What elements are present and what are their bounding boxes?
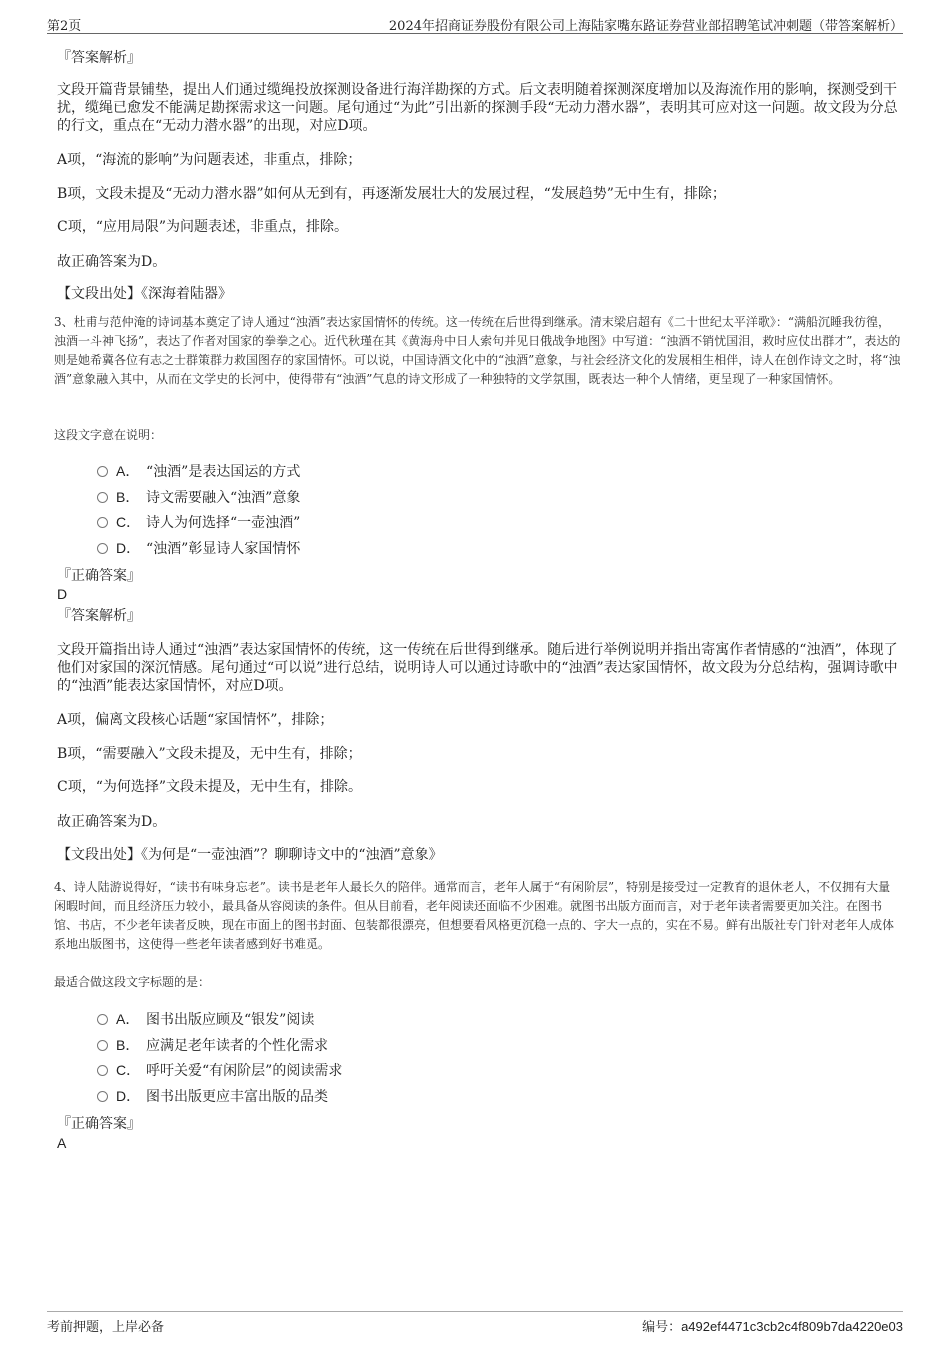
question-4-option-a[interactable]: [97, 1009, 314, 1029]
option-text: 图书出版更应丰富出版的品类: [146, 1089, 328, 1105]
question-3-option-a[interactable]: [97, 461, 300, 481]
analysis-label: 『答案解析』: [57, 50, 141, 66]
analysis-option-c: C项，“应用局限”为问题表述，非重点，排除。: [57, 219, 349, 235]
option-letter: D．: [116, 540, 141, 556]
analysis-text: 文段开篇背景铺垫，提出人们通过缆绳投放探测设备进行海洋勘探的方式。后文表明随着探测深度增加以及海流作用的影响，探测受到干扰，缆绳已愈发不能满足勘探需求这一问题。尾句通过“为此”引出新的探测手段“无动力潜水器”，表明其可应对这一问题。故文段为分总的行文，重点在“无动力潜水器”的出现，对应D项。: [57, 82, 898, 134]
question-3-option-d[interactable]: [97, 538, 300, 558]
page-number: 第2页: [47, 19, 82, 34]
question-3-option-b[interactable]: [97, 487, 300, 507]
analysis-option-a: A项，偏离文段核心话题“家国情怀”，排除；: [57, 712, 334, 728]
option-letter: C．: [116, 514, 141, 530]
radio-icon[interactable]: [97, 543, 108, 554]
conclusion: 故正确答案为D。: [57, 254, 167, 270]
answer-label: 『正确答案』: [57, 1116, 141, 1132]
footer-slogan: 考前押题，上岸必备: [47, 1320, 165, 1335]
radio-icon[interactable]: [97, 1091, 108, 1102]
question-3-prompt: 这段文字意在说明：: [54, 428, 163, 442]
conclusion: 故正确答案为D。: [57, 814, 167, 830]
radio-icon[interactable]: [97, 492, 108, 503]
option-text: “浊酒”是表达国运的方式: [146, 464, 301, 480]
answer-label: 『正确答案』: [57, 568, 141, 584]
option-letter: C．: [116, 1062, 141, 1078]
analysis-option-a: A项，“海流的影响”为问题表述，非重点，排除；: [57, 152, 362, 168]
option-text: “浊酒”彰显诗人家国情怀: [146, 541, 301, 557]
radio-icon[interactable]: [97, 517, 108, 528]
radio-icon[interactable]: [97, 1014, 108, 1025]
radio-icon[interactable]: [97, 1065, 108, 1076]
question-4-option-d[interactable]: [97, 1086, 328, 1106]
footer-serial: 编号：a492ef4471c3cb2c4f809b7da4220e03: [642, 1319, 903, 1334]
option-text: 应满足老年读者的个性化需求: [146, 1038, 328, 1054]
page-header: [47, 13, 903, 34]
option-letter: B．: [116, 489, 140, 505]
question-4-option-b[interactable]: [97, 1035, 328, 1055]
source: 【文段出处】《为何是“一壶浊酒”？聊聊诗文中的“浊酒”意象》: [57, 847, 443, 863]
question-4-option-c[interactable]: [97, 1060, 342, 1080]
option-letter: B．: [116, 1037, 140, 1053]
page-footer: [47, 1311, 903, 1335]
analysis-option-b: B项，“需要融入”文段未提及，无中生有，排除；: [57, 746, 362, 762]
source: 【文段出处】《深海着陆器》: [57, 286, 232, 302]
analysis-label: 『答案解析』: [57, 608, 141, 624]
analysis-option-c: C项，“为何选择”文段未提及，无中生有，排除。: [57, 779, 363, 795]
radio-icon[interactable]: [97, 466, 108, 477]
question-4-text: 4、诗人陆游说得好，“读书有味身忘老”。读书是老年人最长久的陪伴。通常而言，老年人属于“有闲阶层”，特别是接受过一定教育的退休老人，不仅拥有大量闲暇时间，而且经济压力较小，最具备从容阅读的条件。但从目前看，老年阅读还面临不少困难。就图书出版方面而言，对于老年读者需要更加关注。在图书馆、书店，不少老年读者反映，现在市面上的图书封面、包装都很漂亮，但想要看风格更沉稳一点的、字大一点的，实在不易。鲜有出版社专门针对老年人成体系地出版图书，这使得一些老年读者感到好书难觅。: [54, 880, 895, 951]
analysis-option-b: B项，文段未提及“无动力潜水器”如何从无到有，再逐渐发展壮大的发展过程，“发展趋势”无中生有，排除；: [57, 186, 726, 202]
question-3-option-c[interactable]: [97, 512, 300, 532]
analysis-text: 文段开篇指出诗人通过“浊酒”表达家国情怀的传统，这一传统在后世得到继承。随后进行举例说明并指出寄寓作者情感的“浊酒”，体现了他们对家国的深沉情感。尾句通过“可以说”进行总结，说明诗人可以通过诗歌中的“浊酒”表达家国情怀，故文段为分总结构，强调诗歌中的“浊酒”能表达家国情怀，对应D项。: [57, 642, 898, 694]
option-text: 诗文需要融入“浊酒”意象: [146, 490, 301, 506]
option-letter: D．: [116, 1088, 141, 1104]
answer-value: A: [57, 1135, 67, 1151]
question-3-text: 3、杜甫与范仲淹的诗词基本奠定了诗人通过“浊酒”表达家国情怀的传统。这一传统在后世得到继承。清末梁启超有《二十世纪太平洋歌》：“满船沉睡我彷徨，浊酒一斗神飞扬”，表达了作者对国家的拳拳之心。近代秋瑾在其《黄海舟中日人索句并见日俄战争地图》中写道：“浊酒不销忧国泪，救时应仗出群才”，表达的则是她希冀各位有志之士群策群力救国图存的家国情怀。可以说，中国诗酒文化中的“浊酒”意象，与社会经济文化的发展相生相伴，诗人在创作诗文之时，将“浊酒”意象融入其中，从而在文学史的长河中，使得带有“浊酒”气息的诗文形成了一种独特的文学氛围，既表达一种个人情绪，更呈现了一种家国情怀。: [54, 315, 901, 386]
option-text: 图书出版应顾及“银发”阅读: [146, 1012, 315, 1028]
option-text: 呼吁关爱“有闲阶层”的阅读需求: [146, 1063, 343, 1079]
radio-icon[interactable]: [97, 1040, 108, 1051]
question-4-prompt: 最适合做这段文字标题的是：: [54, 975, 211, 989]
option-letter: A．: [116, 463, 140, 479]
document-title: 2024年招商证券股份有限公司上海陆家嘴东路证券营业部招聘笔试冲刺题（带答案解析）: [388, 19, 903, 34]
option-text: 诗人为何选择“一壶浊酒”: [146, 515, 301, 531]
answer-value: D: [57, 586, 68, 602]
option-letter: A．: [116, 1011, 140, 1027]
